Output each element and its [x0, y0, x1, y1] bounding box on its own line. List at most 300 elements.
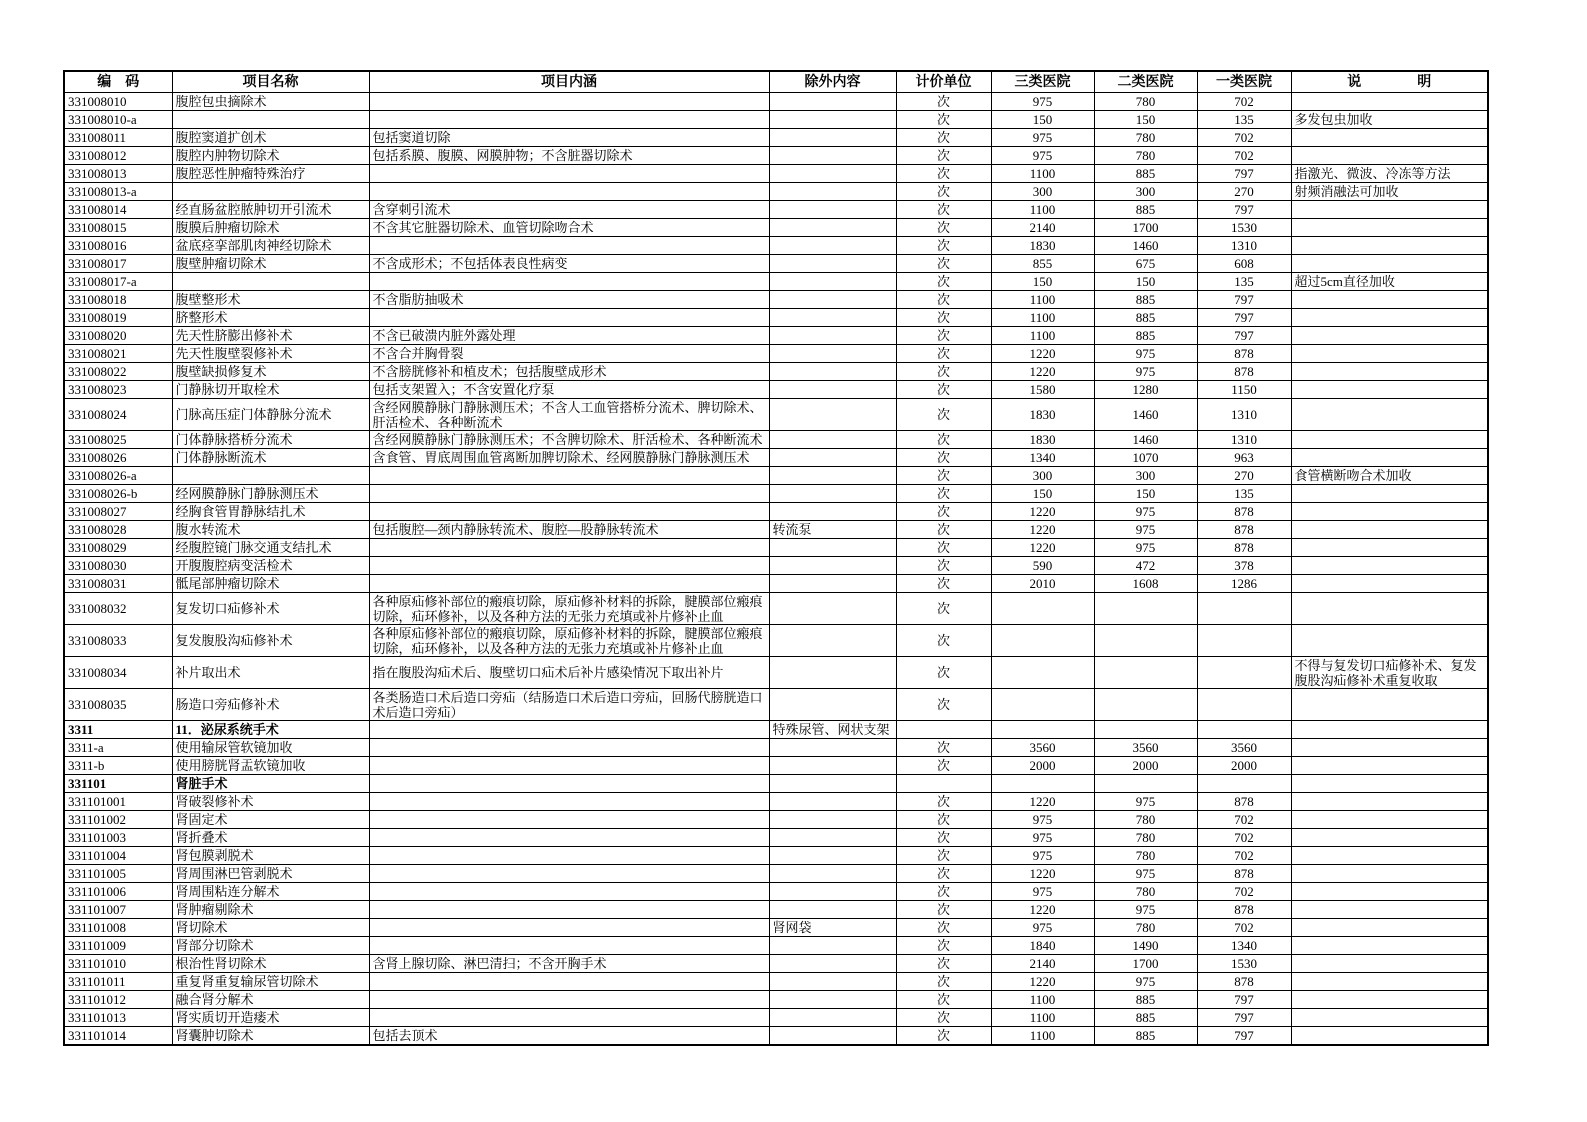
cell-code: 331008029	[64, 539, 172, 557]
cell-tier3: 975	[991, 147, 1094, 165]
table-row	[64, 775, 1488, 793]
cell-tier3: 1220	[991, 363, 1094, 381]
cell-code: 331008032	[64, 593, 172, 625]
cell-code: 331101006	[64, 883, 172, 901]
cell-tier3: 1220	[991, 503, 1094, 521]
cell-tier3: 1100	[991, 991, 1094, 1009]
cell-name: 腹腔内肿物切除术	[172, 147, 369, 165]
cell-tier2: 885	[1094, 165, 1197, 183]
cell-name: 先天性腹壁裂修补术	[172, 345, 369, 363]
cell-name: 融合肾分解术	[172, 991, 369, 1009]
cell-note	[1291, 883, 1488, 901]
table-row	[64, 811, 1488, 829]
cell-name: 经直肠盆腔脓肿切开引流术	[172, 201, 369, 219]
cell-content	[369, 111, 769, 129]
cell-tier2: 885	[1094, 327, 1197, 345]
cell-note	[1291, 345, 1488, 363]
cell-code: 331008015	[64, 219, 172, 237]
cell-content	[369, 721, 769, 739]
cell-tier3: 1220	[991, 973, 1094, 991]
cell-tier2: 975	[1094, 901, 1197, 919]
cell-tier3: 150	[991, 485, 1094, 503]
cell-note	[1291, 1009, 1488, 1027]
cell-name: 先天性脐膨出修补术	[172, 327, 369, 345]
cell-unit: 次	[896, 129, 991, 147]
cell-tier2: 780	[1094, 829, 1197, 847]
cell-unit: 次	[896, 255, 991, 273]
cell-tier3	[991, 721, 1094, 739]
cell-tier1: 3560	[1197, 739, 1291, 757]
cell-tier1: 878	[1197, 521, 1291, 539]
cell-note: 射频消融法可加收	[1291, 183, 1488, 201]
table-row	[64, 381, 1488, 399]
cell-tier2: 150	[1094, 273, 1197, 291]
cell-name: 肾周围粘连分解术	[172, 883, 369, 901]
cell-unit: 次	[896, 539, 991, 557]
cell-content: 各种原疝修补部位的瘢痕切除，原疝修补材料的拆除，腱膜部位瘢痕切除，疝环修补，以及各种方法的无张力充填或补片修补止血	[369, 625, 769, 657]
cell-note	[1291, 575, 1488, 593]
cell-tier2	[1094, 689, 1197, 721]
cell-content	[369, 937, 769, 955]
cell-tier3: 150	[991, 111, 1094, 129]
cell-tier1: 702	[1197, 883, 1291, 901]
cell-excluded	[769, 625, 896, 657]
table-row	[64, 793, 1488, 811]
cell-tier3: 1100	[991, 165, 1094, 183]
table-row	[64, 521, 1488, 539]
cell-name: 肾破裂修补术	[172, 793, 369, 811]
cell-code: 331008010-a	[64, 111, 172, 129]
cell-tier2	[1094, 593, 1197, 625]
cell-code: 331101002	[64, 811, 172, 829]
cell-tier3: 1220	[991, 539, 1094, 557]
cell-name: 开腹腹腔病变活检术	[172, 557, 369, 575]
cell-tier2: 780	[1094, 847, 1197, 865]
table-row	[64, 165, 1488, 183]
cell-name: 经网膜静脉门静脉测压术	[172, 485, 369, 503]
column-header-code: 编 码	[64, 71, 172, 93]
cell-tier3: 2000	[991, 757, 1094, 775]
cell-code: 331008011	[64, 129, 172, 147]
cell-name	[172, 183, 369, 201]
cell-excluded	[769, 991, 896, 1009]
cell-content	[369, 165, 769, 183]
cell-content	[369, 991, 769, 1009]
cell-note	[1291, 219, 1488, 237]
cell-note	[1291, 625, 1488, 657]
cell-excluded	[769, 255, 896, 273]
cell-unit: 次	[896, 291, 991, 309]
header-row	[64, 71, 1488, 93]
cell-tier2: 1070	[1094, 449, 1197, 467]
cell-code: 331101010	[64, 955, 172, 973]
cell-name: 盆底痉挛部肌肉神经切除术	[172, 237, 369, 255]
cell-excluded	[769, 883, 896, 901]
table-row	[64, 973, 1488, 991]
table-row	[64, 689, 1488, 721]
cell-note	[1291, 237, 1488, 255]
cell-tier3: 975	[991, 883, 1094, 901]
cell-code: 331101011	[64, 973, 172, 991]
cell-tier1	[1197, 775, 1291, 793]
cell-unit: 次	[896, 399, 991, 431]
cell-unit: 次	[896, 503, 991, 521]
table-row	[64, 237, 1488, 255]
cell-tier1: 878	[1197, 503, 1291, 521]
cell-tier2: 975	[1094, 521, 1197, 539]
cell-tier1: 878	[1197, 973, 1291, 991]
cell-note	[1291, 255, 1488, 273]
cell-tier3: 1100	[991, 1027, 1094, 1045]
cell-unit: 次	[896, 865, 991, 883]
table-row	[64, 255, 1488, 273]
cell-code: 331008035	[64, 689, 172, 721]
cell-excluded: 转流泵	[769, 521, 896, 539]
cell-tier1: 1310	[1197, 237, 1291, 255]
cell-tier2: 150	[1094, 111, 1197, 129]
cell-excluded	[769, 363, 896, 381]
cell-name: 复发切口疝修补术	[172, 593, 369, 625]
cell-tier1: 963	[1197, 449, 1291, 467]
column-header-content: 项目内涵	[369, 71, 769, 93]
cell-tier3: 590	[991, 557, 1094, 575]
cell-tier3: 1220	[991, 901, 1094, 919]
cell-tier3: 1830	[991, 431, 1094, 449]
cell-excluded	[769, 327, 896, 345]
cell-tier3	[991, 593, 1094, 625]
table-row	[64, 721, 1488, 739]
cell-code: 331008018	[64, 291, 172, 309]
cell-tier1: 878	[1197, 363, 1291, 381]
cell-tier3: 300	[991, 183, 1094, 201]
cell-tier1: 1530	[1197, 219, 1291, 237]
cell-tier1: 702	[1197, 129, 1291, 147]
cell-tier3: 1100	[991, 327, 1094, 345]
cell-tier3: 1100	[991, 201, 1094, 219]
cell-tier2: 1460	[1094, 237, 1197, 255]
cell-tier2: 975	[1094, 345, 1197, 363]
table-row	[64, 273, 1488, 291]
cell-tier1: 135	[1197, 485, 1291, 503]
cell-tier1: 1530	[1197, 955, 1291, 973]
cell-note	[1291, 147, 1488, 165]
cell-tier2: 3560	[1094, 739, 1197, 757]
cell-excluded	[769, 775, 896, 793]
cell-tier2: 1280	[1094, 381, 1197, 399]
cell-content	[369, 775, 769, 793]
cell-note	[1291, 829, 1488, 847]
cell-tier1: 878	[1197, 901, 1291, 919]
table-row	[64, 739, 1488, 757]
cell-tier1: 797	[1197, 201, 1291, 219]
cell-code: 331008016	[64, 237, 172, 255]
cell-code: 331101008	[64, 919, 172, 937]
cell-content	[369, 829, 769, 847]
cell-note	[1291, 363, 1488, 381]
cell-tier3: 975	[991, 93, 1094, 111]
cell-tier2: 300	[1094, 183, 1197, 201]
cell-content: 含食管、胃底周围血管离断加脾切除术、经网膜静脉门静脉测压术	[369, 449, 769, 467]
cell-excluded	[769, 431, 896, 449]
cell-tier3: 1580	[991, 381, 1094, 399]
cell-excluded	[769, 147, 896, 165]
cell-name: 腹腔包虫摘除术	[172, 93, 369, 111]
cell-tier1: 2000	[1197, 757, 1291, 775]
cell-unit: 次	[896, 937, 991, 955]
cell-note	[1291, 937, 1488, 955]
cell-tier1: 702	[1197, 829, 1291, 847]
cell-unit: 次	[896, 219, 991, 237]
cell-tier2: 780	[1094, 811, 1197, 829]
cell-content: 包括去顶术	[369, 1027, 769, 1045]
cell-tier2	[1094, 625, 1197, 657]
cell-tier1: 797	[1197, 165, 1291, 183]
cell-unit: 次	[896, 485, 991, 503]
cell-excluded	[769, 291, 896, 309]
table-row	[64, 1009, 1488, 1027]
cell-tier2: 975	[1094, 865, 1197, 883]
cell-content: 各种原疝修补部位的瘢痕切除，原疝修补材料的拆除，腱膜部位瘢痕切除，疝环修补，以及各种方法的无张力充填或补片修补止血	[369, 593, 769, 625]
cell-unit: 次	[896, 757, 991, 775]
cell-tier1: 135	[1197, 111, 1291, 129]
cell-excluded	[769, 829, 896, 847]
cell-tier1: 1310	[1197, 399, 1291, 431]
cell-name: 腹壁缺损修复术	[172, 363, 369, 381]
cell-tier2	[1094, 657, 1197, 689]
cell-tier1: 608	[1197, 255, 1291, 273]
cell-content	[369, 273, 769, 291]
cell-tier2: 780	[1094, 129, 1197, 147]
cell-code: 331008026	[64, 449, 172, 467]
cell-code: 331101003	[64, 829, 172, 847]
cell-code: 331101005	[64, 865, 172, 883]
cell-tier3: 975	[991, 829, 1094, 847]
cell-tier1	[1197, 721, 1291, 739]
cell-tier1: 270	[1197, 183, 1291, 201]
cell-name: 腹膜后肿瘤切除术	[172, 219, 369, 237]
cell-note	[1291, 865, 1488, 883]
cell-content	[369, 485, 769, 503]
cell-content: 含穿刺引流术	[369, 201, 769, 219]
cell-name: 肠造口旁疝修补术	[172, 689, 369, 721]
cell-content	[369, 973, 769, 991]
cell-note: 多发包虫加收	[1291, 111, 1488, 129]
cell-code: 331101007	[64, 901, 172, 919]
cell-tier1: 1150	[1197, 381, 1291, 399]
cell-excluded: 特殊尿管、网状支架	[769, 721, 896, 739]
cell-excluded	[769, 503, 896, 521]
cell-excluded	[769, 539, 896, 557]
cell-name: 腹腔恶性肿瘤特殊治疗	[172, 165, 369, 183]
cell-name: 补片取出术	[172, 657, 369, 689]
cell-note	[1291, 721, 1488, 739]
cell-excluded	[769, 345, 896, 363]
cell-excluded	[769, 485, 896, 503]
cell-excluded	[769, 557, 896, 575]
cell-excluded: 肾网袋	[769, 919, 896, 937]
cell-tier1: 1286	[1197, 575, 1291, 593]
cell-tier1: 797	[1197, 1009, 1291, 1027]
cell-content	[369, 811, 769, 829]
table-row	[64, 399, 1488, 431]
table-row	[64, 111, 1488, 129]
cell-note	[1291, 291, 1488, 309]
table-row	[64, 129, 1488, 147]
cell-content: 不含合并胸骨裂	[369, 345, 769, 363]
cell-excluded	[769, 1009, 896, 1027]
cell-excluded	[769, 399, 896, 431]
cell-content: 各类肠造口术后造口旁疝（结肠造口术后造口旁疝，回肠代膀胱造口术后造口旁疝）	[369, 689, 769, 721]
cell-code: 331008028	[64, 521, 172, 539]
cell-code: 331008026-b	[64, 485, 172, 503]
cell-tier2: 1460	[1094, 399, 1197, 431]
cell-code: 331101014	[64, 1027, 172, 1045]
cell-tier2: 150	[1094, 485, 1197, 503]
cell-note	[1291, 739, 1488, 757]
cell-tier1: 797	[1197, 309, 1291, 327]
cell-unit: 次	[896, 183, 991, 201]
cell-name: 门体静脉断流术	[172, 449, 369, 467]
cell-code: 331008014	[64, 201, 172, 219]
cell-tier2: 1460	[1094, 431, 1197, 449]
cell-note	[1291, 431, 1488, 449]
cell-code: 331008030	[64, 557, 172, 575]
cell-unit: 次	[896, 739, 991, 757]
cell-content	[369, 237, 769, 255]
table-row	[64, 1027, 1488, 1045]
table-row	[64, 919, 1488, 937]
cell-excluded	[769, 847, 896, 865]
cell-name: 肾固定术	[172, 811, 369, 829]
cell-note	[1291, 381, 1488, 399]
cell-tier3: 1830	[991, 237, 1094, 255]
cell-content	[369, 919, 769, 937]
cell-unit: 次	[896, 657, 991, 689]
cell-tier1: 378	[1197, 557, 1291, 575]
table-row	[64, 829, 1488, 847]
cell-unit: 次	[896, 431, 991, 449]
cell-code: 331008026-a	[64, 467, 172, 485]
table-row	[64, 883, 1488, 901]
cell-tier3: 975	[991, 847, 1094, 865]
cell-note	[1291, 811, 1488, 829]
cell-name: 肾肿瘤剔除术	[172, 901, 369, 919]
cell-excluded	[769, 129, 896, 147]
table-row	[64, 449, 1488, 467]
cell-name: 肾周围淋巴管剥脱术	[172, 865, 369, 883]
cell-content	[369, 847, 769, 865]
cell-code: 331101012	[64, 991, 172, 1009]
cell-excluded	[769, 811, 896, 829]
cell-tier3: 150	[991, 273, 1094, 291]
cell-tier2: 885	[1094, 1009, 1197, 1027]
cell-excluded	[769, 955, 896, 973]
cell-tier1: 797	[1197, 291, 1291, 309]
cell-tier3: 1220	[991, 793, 1094, 811]
cell-content: 不含膀胱修补和植皮术；包括腹壁成形术	[369, 363, 769, 381]
cell-name	[172, 273, 369, 291]
cell-tier2: 975	[1094, 793, 1197, 811]
cell-code: 331008027	[64, 503, 172, 521]
table-row	[64, 291, 1488, 309]
cell-code: 331008024	[64, 399, 172, 431]
cell-name: 腹壁肿瘤切除术	[172, 255, 369, 273]
table-row	[64, 847, 1488, 865]
cell-excluded	[769, 1027, 896, 1045]
column-header-unit: 计价单位	[896, 71, 991, 93]
cell-excluded	[769, 111, 896, 129]
cell-tier3: 1830	[991, 399, 1094, 431]
column-header-excluded: 除外内容	[769, 71, 896, 93]
cell-note	[1291, 593, 1488, 625]
cell-excluded	[769, 901, 896, 919]
cell-content	[369, 901, 769, 919]
cell-tier1: 878	[1197, 539, 1291, 557]
cell-tier3: 1220	[991, 345, 1094, 363]
cell-excluded	[769, 865, 896, 883]
cell-unit	[896, 721, 991, 739]
cell-tier3: 2140	[991, 219, 1094, 237]
cell-content: 不含已破溃内脏外露处理	[369, 327, 769, 345]
cell-unit: 次	[896, 467, 991, 485]
cell-tier1: 797	[1197, 991, 1291, 1009]
column-header-note: 说 明	[1291, 71, 1488, 93]
cell-name: 使用输尿管软镜加收	[172, 739, 369, 757]
cell-tier2	[1094, 721, 1197, 739]
cell-unit: 次	[896, 345, 991, 363]
cell-unit: 次	[896, 919, 991, 937]
cell-note	[1291, 327, 1488, 345]
cell-excluded	[769, 237, 896, 255]
cell-name: 根治性肾切除术	[172, 955, 369, 973]
table-row	[64, 147, 1488, 165]
cell-tier3: 975	[991, 811, 1094, 829]
cell-unit: 次	[896, 955, 991, 973]
cell-content: 不含其它脏器切除术、血管切除吻合术	[369, 219, 769, 237]
cell-code: 331008019	[64, 309, 172, 327]
cell-tier1: 135	[1197, 273, 1291, 291]
cell-excluded	[769, 219, 896, 237]
cell-tier2: 472	[1094, 557, 1197, 575]
cell-tier3: 1100	[991, 309, 1094, 327]
cell-name: 经腹腔镜门脉交通支结扎术	[172, 539, 369, 557]
table-row	[64, 865, 1488, 883]
cell-content: 包括腹腔—颈内静脉转流术、腹腔—股静脉转流术	[369, 521, 769, 539]
cell-unit: 次	[896, 557, 991, 575]
table-row	[64, 757, 1488, 775]
table-row	[64, 183, 1488, 201]
cell-tier1	[1197, 657, 1291, 689]
cell-tier3: 2010	[991, 575, 1094, 593]
cell-tier1: 878	[1197, 865, 1291, 883]
price-table	[63, 70, 1489, 1046]
cell-tier3: 975	[991, 919, 1094, 937]
cell-tier2: 975	[1094, 973, 1197, 991]
cell-excluded	[769, 575, 896, 593]
cell-note	[1291, 991, 1488, 1009]
cell-unit: 次	[896, 1027, 991, 1045]
cell-tier2: 1490	[1094, 937, 1197, 955]
cell-excluded	[769, 793, 896, 811]
cell-content	[369, 467, 769, 485]
cell-code: 331008034	[64, 657, 172, 689]
table-row	[64, 327, 1488, 345]
cell-tier1: 702	[1197, 847, 1291, 865]
cell-tier1: 797	[1197, 1027, 1291, 1045]
cell-note	[1291, 973, 1488, 991]
column-header-name: 项目名称	[172, 71, 369, 93]
cell-unit: 次	[896, 147, 991, 165]
